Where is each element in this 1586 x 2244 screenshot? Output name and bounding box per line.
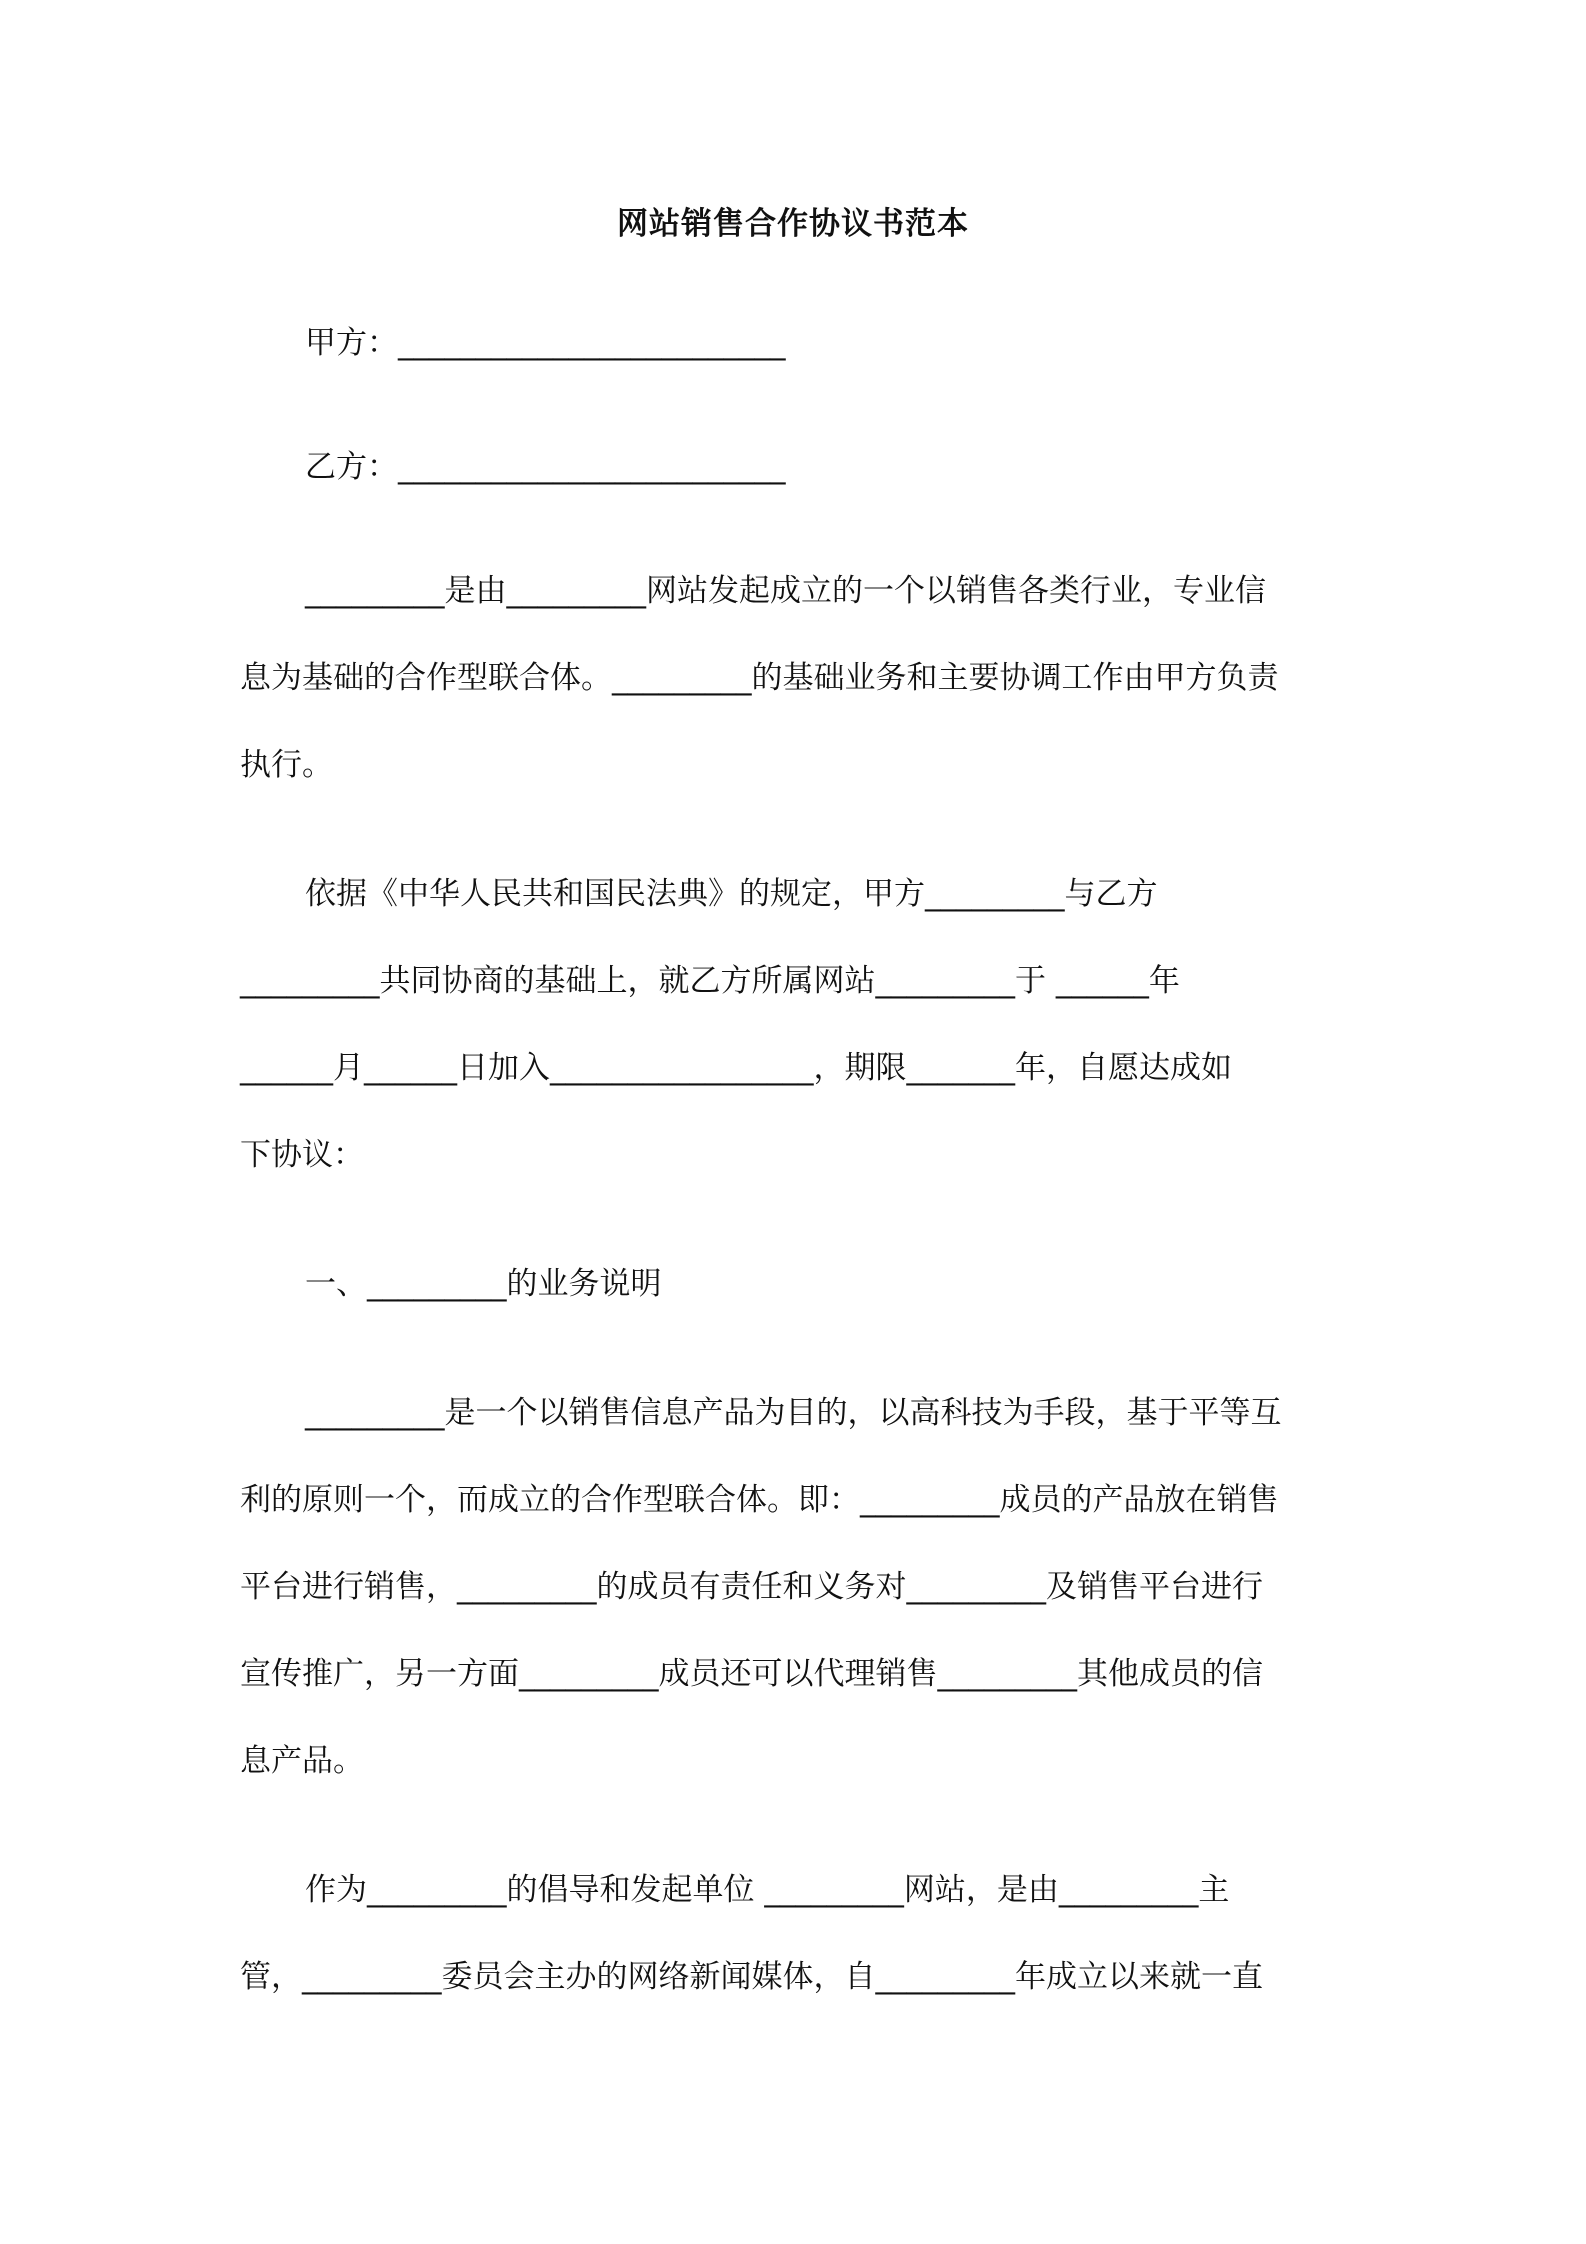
paragraph-line: 平台进行销售，_________的成员有责任和义务对_________及销售平台进行 xyxy=(240,1569,1263,1605)
party-a-line: 甲方：_________________________ xyxy=(305,325,786,361)
paragraph-line: 作为_________的倡导和发起单位 _________网站，是由_________主 xyxy=(305,1872,1230,1908)
paragraph-line: 息为基础的合作型联合体。_________的基础业务和主要协调工作由甲方负责 xyxy=(240,660,1279,696)
section-heading: 一、_________的业务说明 xyxy=(305,1266,662,1302)
paragraph-line: ______月______日加入_________________，期限_______年，自愿达成如 xyxy=(240,1050,1232,1086)
paragraph-line: 管，_________委员会主办的网络新闻媒体，自_________年成立以来就一直 xyxy=(240,1959,1263,1995)
paragraph-line: 执行。 xyxy=(240,747,333,783)
paragraph-line: 依据《中华人民共和国民法典》的规定，甲方_________与乙方 xyxy=(305,876,1158,912)
paragraph-line: 利的原则一个，而成立的合作型联合体。即：_________成员的产品放在销售 xyxy=(240,1482,1279,1518)
party-b-line: 乙方：_________________________ xyxy=(305,449,786,485)
paragraph-line: 宣传推广，另一方面_________成员还可以代理销售_________其他成员的信 xyxy=(240,1656,1263,1692)
paragraph-line: _________是由_________网站发起成立的一个以销售各类行业，专业信 xyxy=(305,573,1266,609)
paragraph-line: 息产品。 xyxy=(240,1743,364,1779)
paragraph-line: _________共同协商的基础上，就乙方所属网站_________于 ______年 xyxy=(240,963,1180,999)
paragraph-line: _________是一个以销售信息产品为目的，以高科技为手段，基于平等互 xyxy=(305,1395,1282,1431)
document-title: 网站销售合作协议书范本 xyxy=(617,206,969,242)
paragraph-line: 下协议： xyxy=(240,1137,364,1173)
